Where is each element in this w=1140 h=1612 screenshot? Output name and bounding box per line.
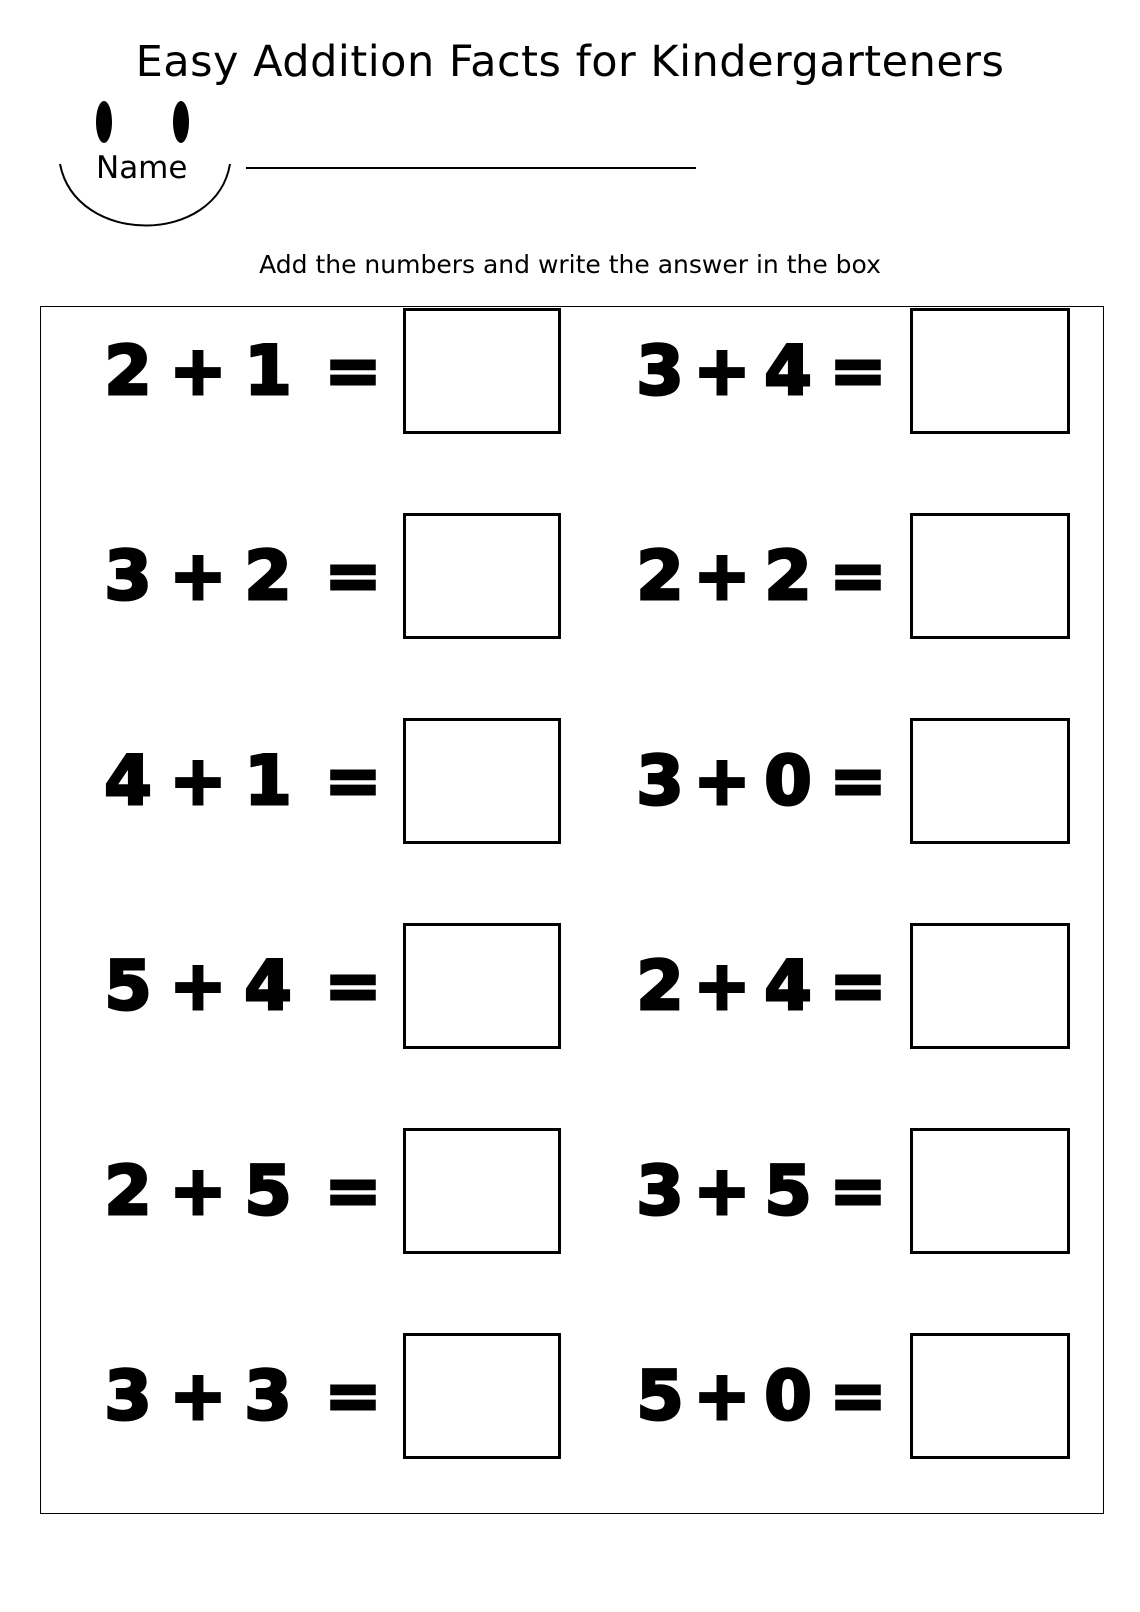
plus-sign: + [169,537,227,616]
answer-box[interactable] [403,1128,561,1254]
problem-item [630,513,1100,641]
plus-sign: + [693,537,751,616]
plus-sign: + [169,1152,227,1231]
addend-2: 0 [764,1357,812,1436]
addend-2: 1 [244,742,292,821]
plus-sign: + [693,742,751,821]
equals-sign: = [829,332,887,411]
worksheet-title: Easy Addition Facts for Kindergarteners [135,37,1005,87]
plus-sign: + [693,947,751,1026]
problem-item [630,1333,1100,1461]
addend-1: 2 [636,947,684,1026]
problem-item [630,923,1100,1051]
plus-sign: + [169,332,227,411]
problem-item [630,1128,1100,1256]
addend-1: 4 [104,742,152,821]
addend-1: 3 [636,332,684,411]
plus-sign: + [693,1152,751,1231]
problem-item [98,513,568,641]
equals-sign: = [829,1357,887,1436]
answer-box[interactable] [910,1128,1070,1254]
equals-sign: = [829,1152,887,1231]
equals-sign: = [829,537,887,616]
problem-item [98,1128,568,1256]
answer-box[interactable] [403,718,561,844]
addend-2: 1 [244,332,292,411]
plus-sign: + [169,742,227,821]
equals-sign: = [324,1152,382,1231]
plus-sign: + [693,332,751,411]
addend-1: 5 [636,1357,684,1436]
addend-2: 3 [244,1357,292,1436]
addend-2: 0 [764,742,812,821]
problem-item [630,308,1100,436]
addend-2: 4 [244,947,292,1026]
addend-2: 5 [764,1152,812,1231]
equals-sign: = [324,332,382,411]
equals-sign: = [324,742,382,821]
answer-box[interactable] [403,923,561,1049]
addend-1: 5 [104,947,152,1026]
problem-item [630,718,1100,846]
addend-1: 2 [636,537,684,616]
equals-sign: = [324,947,382,1026]
name-label: Name [96,150,188,186]
addend-1: 3 [636,742,684,821]
name-write-line[interactable] [246,167,696,169]
answer-box[interactable] [910,923,1070,1049]
answer-box[interactable] [403,1333,561,1459]
problem-item [98,718,568,846]
instructions-text: Add the numbers and write the answer in the box [259,250,881,279]
answer-box[interactable] [403,513,561,639]
addend-1: 3 [636,1152,684,1231]
addend-2: 2 [244,537,292,616]
addend-1: 2 [104,332,152,411]
answer-box[interactable] [403,308,561,434]
addend-1: 3 [104,537,152,616]
plus-sign: + [693,1357,751,1436]
addend-2: 4 [764,332,812,411]
equals-sign: = [324,537,382,616]
problem-item [98,308,568,436]
equals-sign: = [829,947,887,1026]
answer-box[interactable] [910,513,1070,639]
answer-box[interactable] [910,718,1070,844]
problem-item [98,1333,568,1461]
answer-box[interactable] [910,1333,1070,1459]
plus-sign: + [169,947,227,1026]
addend-2: 4 [764,947,812,1026]
addend-2: 5 [244,1152,292,1231]
addend-2: 2 [764,537,812,616]
answer-box[interactable] [910,308,1070,434]
equals-sign: = [829,742,887,821]
plus-sign: + [169,1357,227,1436]
addend-1: 2 [104,1152,152,1231]
addend-1: 3 [104,1357,152,1436]
problem-item [98,923,568,1051]
equals-sign: = [324,1357,382,1436]
